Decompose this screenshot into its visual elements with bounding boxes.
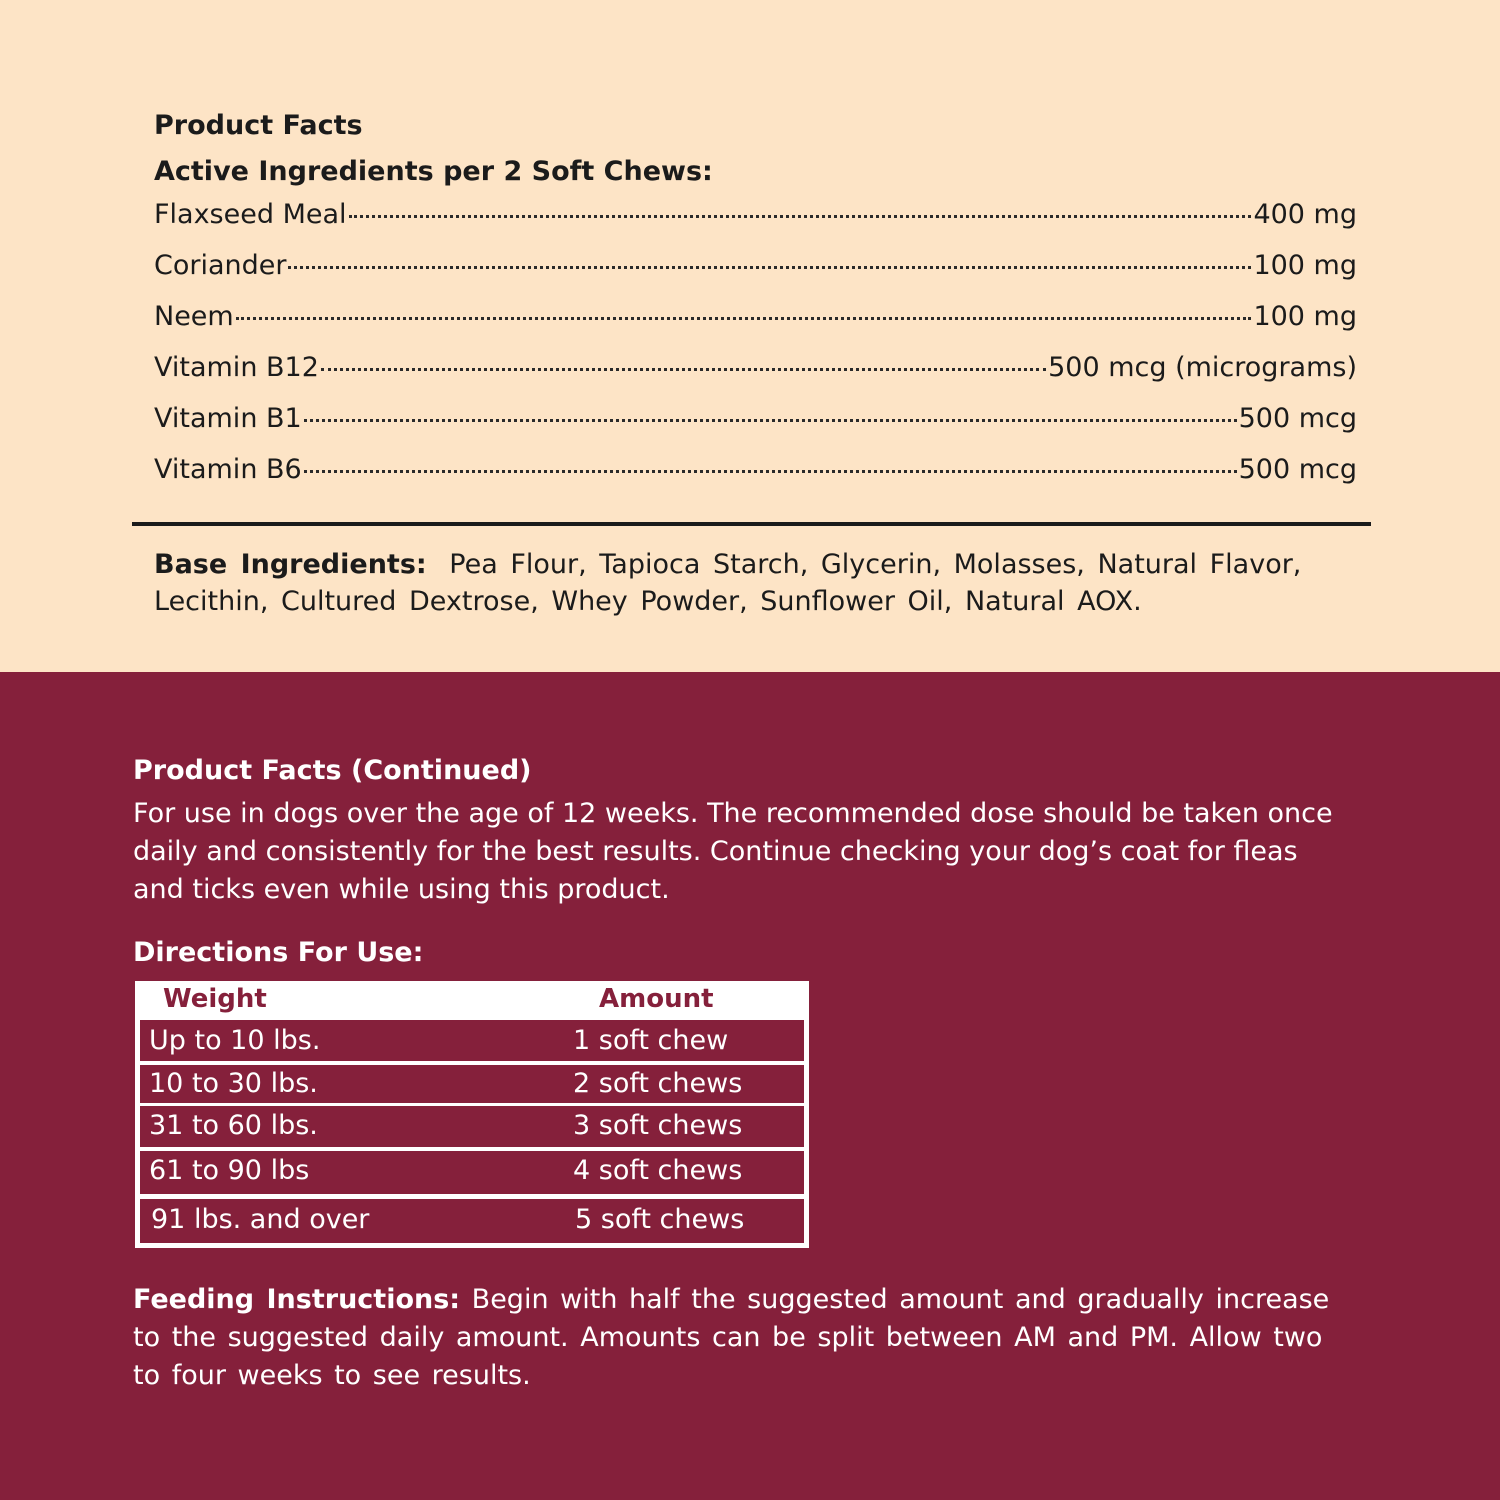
ingredient-row: [154, 352, 1357, 403]
ingredient-amount: 100 mg: [1253, 301, 1357, 332]
amount-cell: 2 soft chews: [573, 1068, 743, 1099]
directions-title: Directions For Use:: [133, 937, 424, 968]
ingredient-row: [154, 301, 1357, 352]
ingredient-name: Neem: [154, 301, 234, 332]
ingredient-row: [154, 403, 1357, 454]
amount-cell: 4 soft chews: [573, 1155, 743, 1186]
weight-cell: Up to 10 lbs.: [149, 1025, 321, 1056]
ingredient-name: Vitamin B12: [154, 352, 319, 383]
ingredient-name: Vitamin B6: [154, 454, 302, 485]
ingredient-amount: 400 mg: [1253, 199, 1357, 230]
table-row: [140, 1106, 804, 1147]
ingredient-row: [154, 199, 1357, 250]
ingredient-amount: 100 mg: [1253, 250, 1357, 281]
amount-cell: 5 soft chews: [575, 1204, 745, 1235]
ingredient-name: Coriander: [154, 250, 287, 281]
ingredient-amount: 500 mcg (micrograms): [1048, 352, 1357, 383]
weight-column-header: Weight: [163, 984, 267, 1014]
ingredient-amount: 500 mcg: [1238, 403, 1357, 434]
weight-cell: 31 to 60 lbs.: [149, 1110, 318, 1141]
table-row: [140, 1199, 804, 1243]
active-ingredients-list: [154, 199, 1357, 505]
continued-title: Product Facts (Continued): [133, 755, 532, 786]
ingredient-row: [154, 250, 1357, 301]
weight-cell: 61 to 90 lbs: [149, 1155, 310, 1186]
table-row: [140, 1065, 804, 1103]
dot-leader: [304, 419, 1237, 422]
dot-leader: [321, 368, 1046, 371]
amount-cell: 1 soft chew: [573, 1025, 729, 1056]
amount-cell: 3 soft chews: [573, 1110, 743, 1141]
ingredient-row: [154, 454, 1357, 505]
feeding-instructions-text: Begin with half the suggested amount and gradually increase to the suggested daily amount. Amounts can be split between AM and PM. Allow two to four weeks to see results.: [133, 1284, 1330, 1391]
dot-leader: [304, 470, 1237, 473]
table-row: [140, 1151, 804, 1194]
dosage-table: [135, 981, 809, 1248]
amount-column-header: Amount: [599, 984, 714, 1014]
weight-cell: 10 to 30 lbs.: [149, 1068, 318, 1099]
product-facts-title: Product Facts: [154, 110, 363, 141]
weight-cell: 91 lbs. and over: [151, 1204, 370, 1235]
product-facts-panel: [0, 0, 1500, 672]
table-header: [135, 981, 809, 1019]
feeding-instructions: [133, 1281, 1348, 1395]
continued-text: For use in dogs over the age of 12 weeks. The recommended dose should be taken once daily and consistently for the best results. Continue checking your dog’s coat for fleas and ticks even while using this product.: [133, 798, 1333, 905]
table-row: [140, 1020, 804, 1061]
feeding-instructions-label: Feeding Instructions:: [133, 1284, 461, 1315]
base-ingredients-text: Pea Flour, Tapioca Starch, Glycerin, Molasses, Natural Flavor, Lecithin, Cultured Dextrose, Whey Powder, Sunflower Oil, Natural AOX.: [154, 549, 1302, 617]
ingredient-name: Vitamin B1: [154, 403, 302, 434]
base-ingredients-label: Base Ingredients:: [154, 549, 427, 580]
dot-leader: [236, 317, 1252, 320]
base-ingredients: [154, 546, 1364, 620]
section-divider: [132, 522, 1371, 526]
dot-leader: [288, 266, 1251, 269]
ingredient-name: Flaxseed Meal: [154, 199, 347, 230]
dot-leader: [349, 215, 1252, 218]
ingredient-amount: 500 mcg: [1238, 454, 1357, 485]
active-ingredients-heading: Active Ingredients per 2 Soft Chews:: [154, 156, 713, 187]
